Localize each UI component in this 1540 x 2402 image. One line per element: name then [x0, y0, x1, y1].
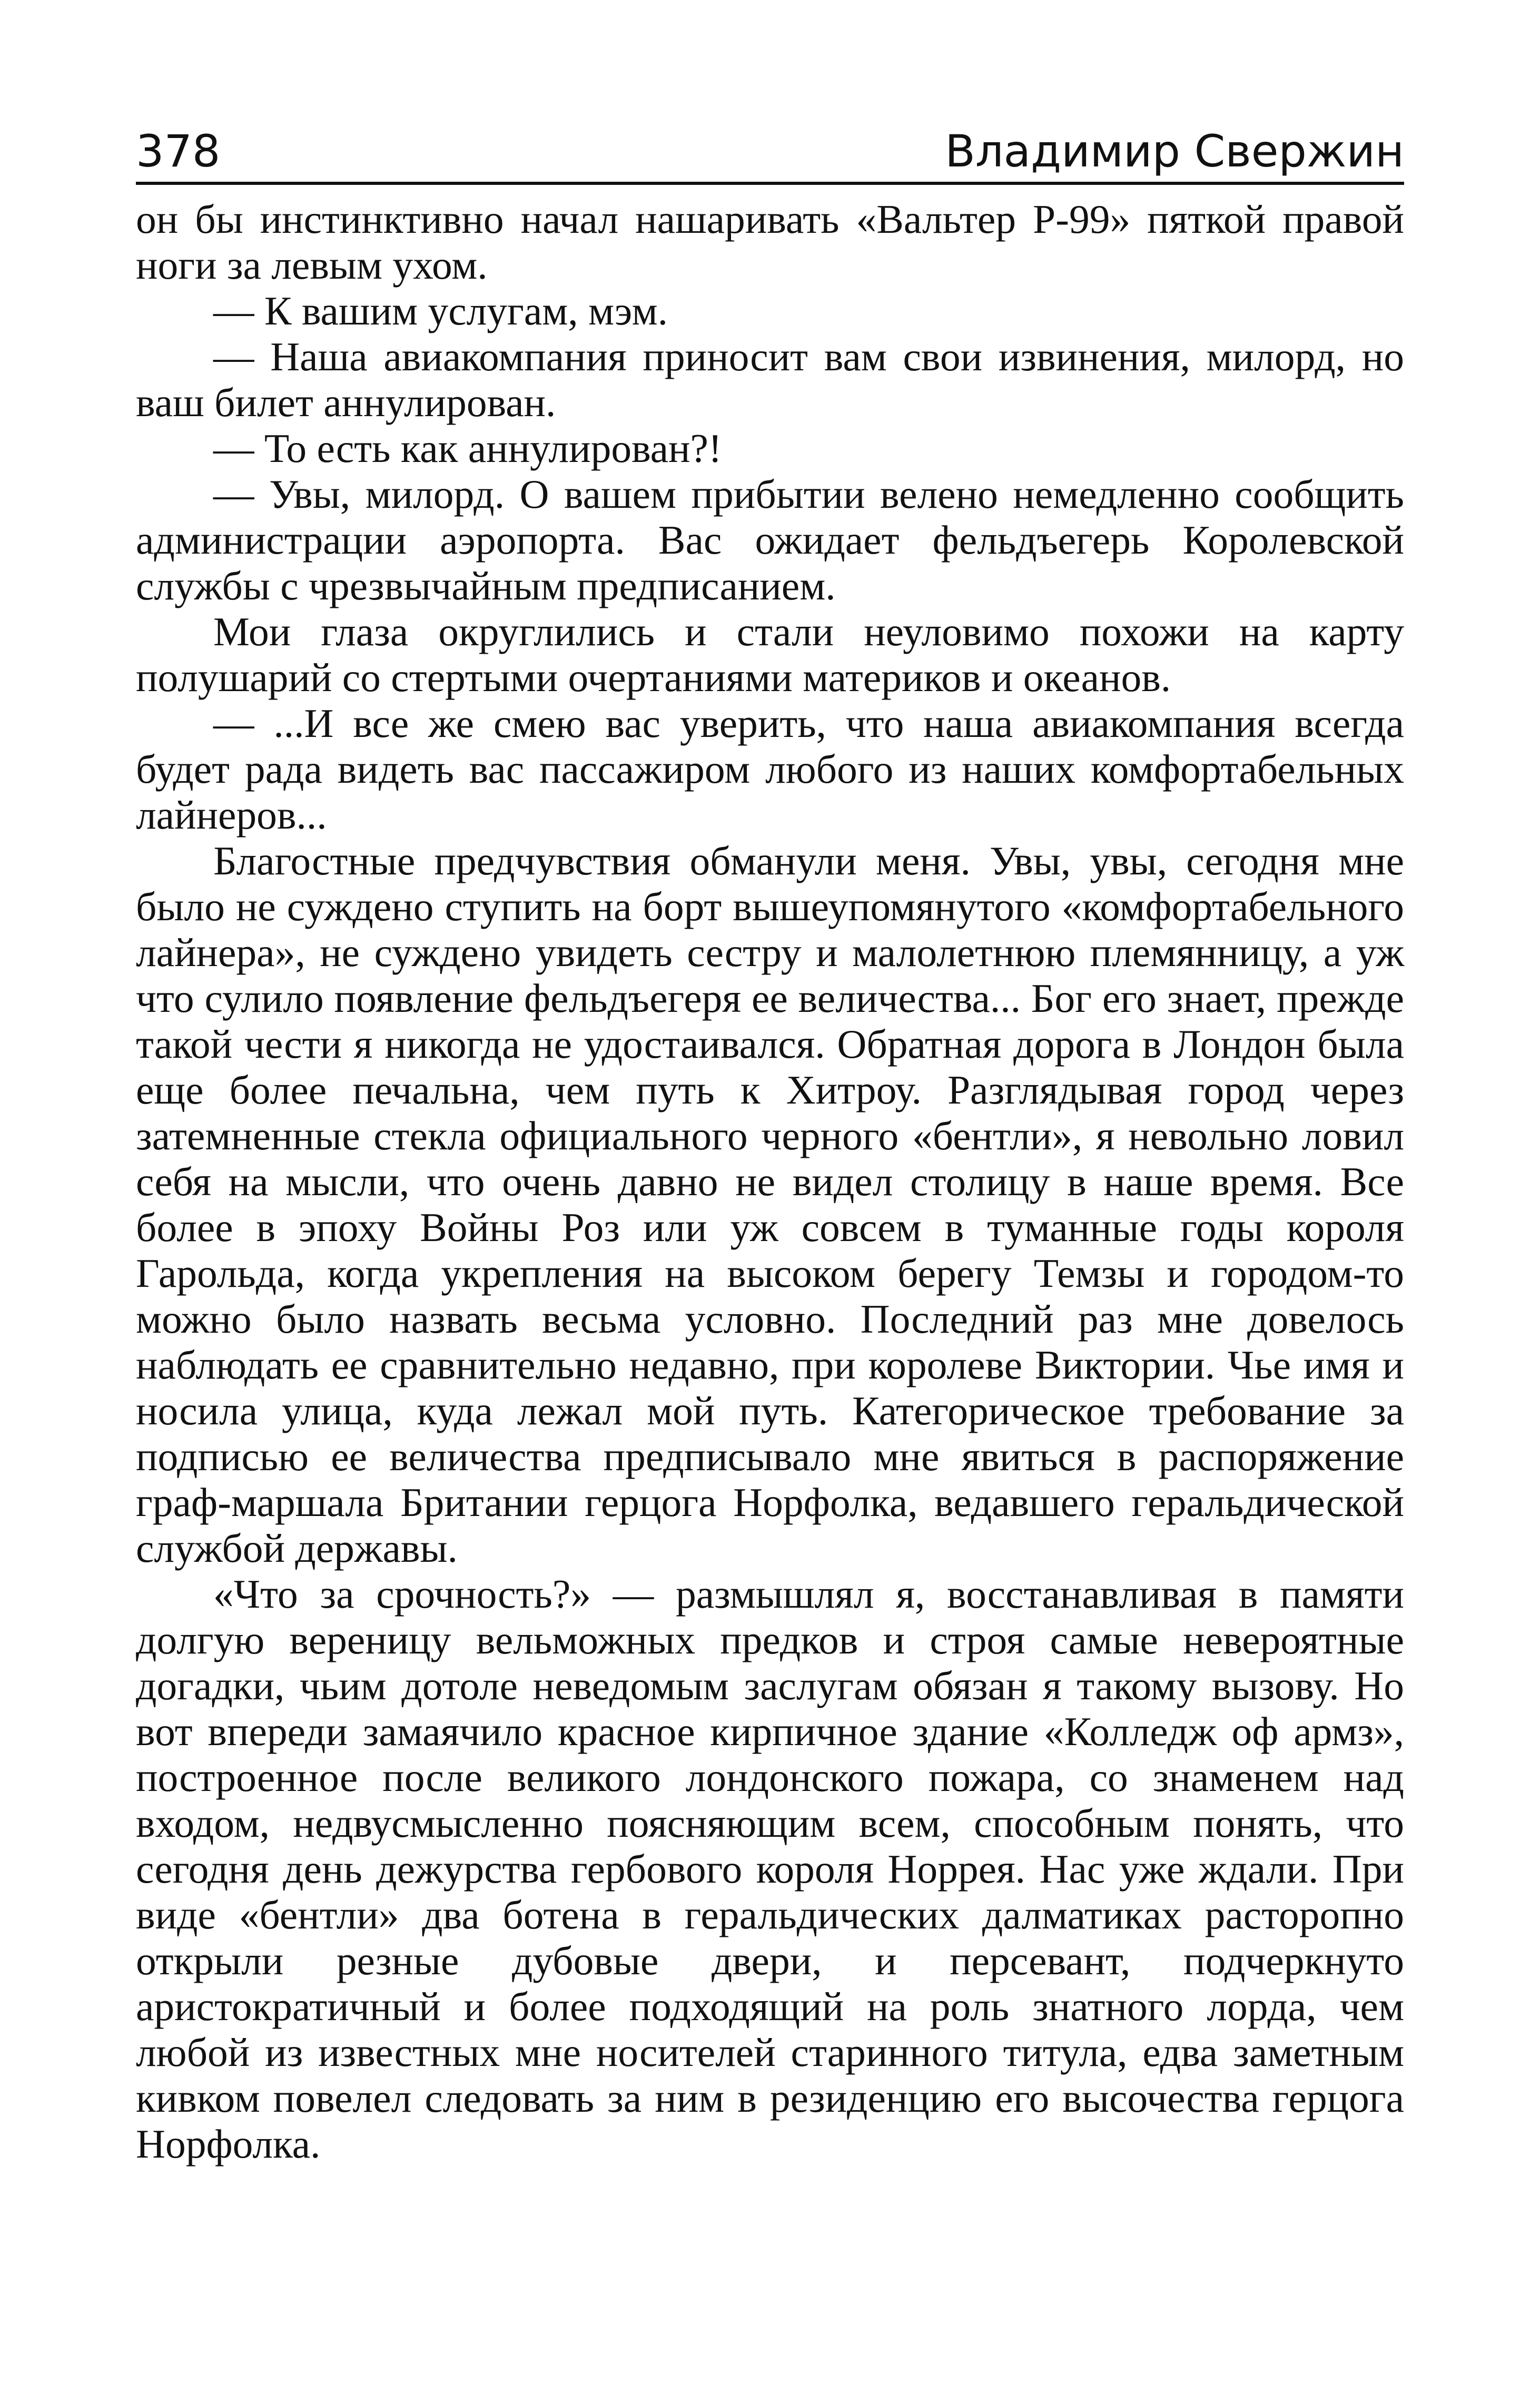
paragraph: Благостные предчувствия обманули меня. Увы, увы, сегодня мне было не суждено ступить на борт вышеупомянутого «комфортабельного лайнера», не суждено увидеть сестру и малолетнюю племянницу, а уж что сулило появление фельдъегеря ее величества... Бог его знает, прежде такой чести я никогда не удостаивался. Обратная дорога в Лондон была еще более печальна, чем путь к Хитроу. Разглядывая город через затемненные стекла официального черного «бентли», я невольно ловил себя на мысли, что очень давно не видел столицу в наше время. Все более в эпоху Войны Роз или уж совсем в туманные годы короля Гарольда, когда укрепления на высоком берегу Темзы и городом-то можно было назвать весьма условно. Последний раз мне довелось наблюдать ее сравнительно недавно, при королеве Виктории. Чье имя и носила улица, куда лежал мой путь. Категорическое требование за подписью ее величества предписывало мне явиться в распоряжение граф-маршала Британии герцога Норфолка, ведавшего геральдической службой державы. [136, 838, 1404, 1571]
paragraph-continuation: он бы инстинктивно начал нашаривать «Вальтер Р-99» пяткой правой ноги за левым ухом. [136, 196, 1404, 288]
paragraph: Мои глаза округлились и стали неуловимо похожи на карту полушарий со стертыми очертаниями материков и океанов. [136, 609, 1404, 700]
page-header [136, 119, 1404, 177]
body-text [136, 196, 1404, 2167]
paragraph: «Что за срочность?» — размышлял я, восстанавливая в памяти долгую вереницу вельможных предков и строя самые невероятные догадки, чьим дотоле неведомым заслугам обязан я такому вызову. Но вот впереди замаячило красное кирпичное здание «Колледж оф армз», построенное после великого лондонского пожара, со знаменем над входом, недвусмысленно поясняющим всем, способным понять, что сегодня день дежурства гербового короля Норрея. Нас уже ждали. При виде «бентли» два ботена в геральдических далматиках расторопно открыли резные дубовые двери, и персевант, подчеркнуто аристократичный и более подходящий на роль знатного лорда, чем любой из известных мне носителей старинного титула, едва заметным кивком повелел следовать за ним в резиденцию его высочества герцога Норфолка. [136, 1571, 1404, 2167]
running-head-author: Владимир Свержин [945, 125, 1404, 177]
dialogue-line: — То есть как аннулирован?! [213, 426, 722, 471]
header-rule [136, 182, 1404, 185]
dialogue-line: — Наша авиакомпания приносит вам свои извинения, милорд, но ваш билет аннулирован. [136, 334, 1404, 425]
dialogue-line: — ...И все же смею вас уверить, что наша авиакомпания всегда будет рада видеть вас пассажиром любого из наших комфортабельных лайнеров... [136, 701, 1404, 838]
page-number: 378 [136, 125, 221, 177]
book-page [136, 119, 1404, 2167]
dialogue-line: — К вашим услугам, мэм. [213, 288, 668, 333]
dialogue-line: — Увы, милорд. О вашем прибытии велено немедленно сообщить администрации аэропорта. Вас ожидает фельдъегерь Королевской службы с чрезвычайным предписанием. [136, 471, 1404, 608]
